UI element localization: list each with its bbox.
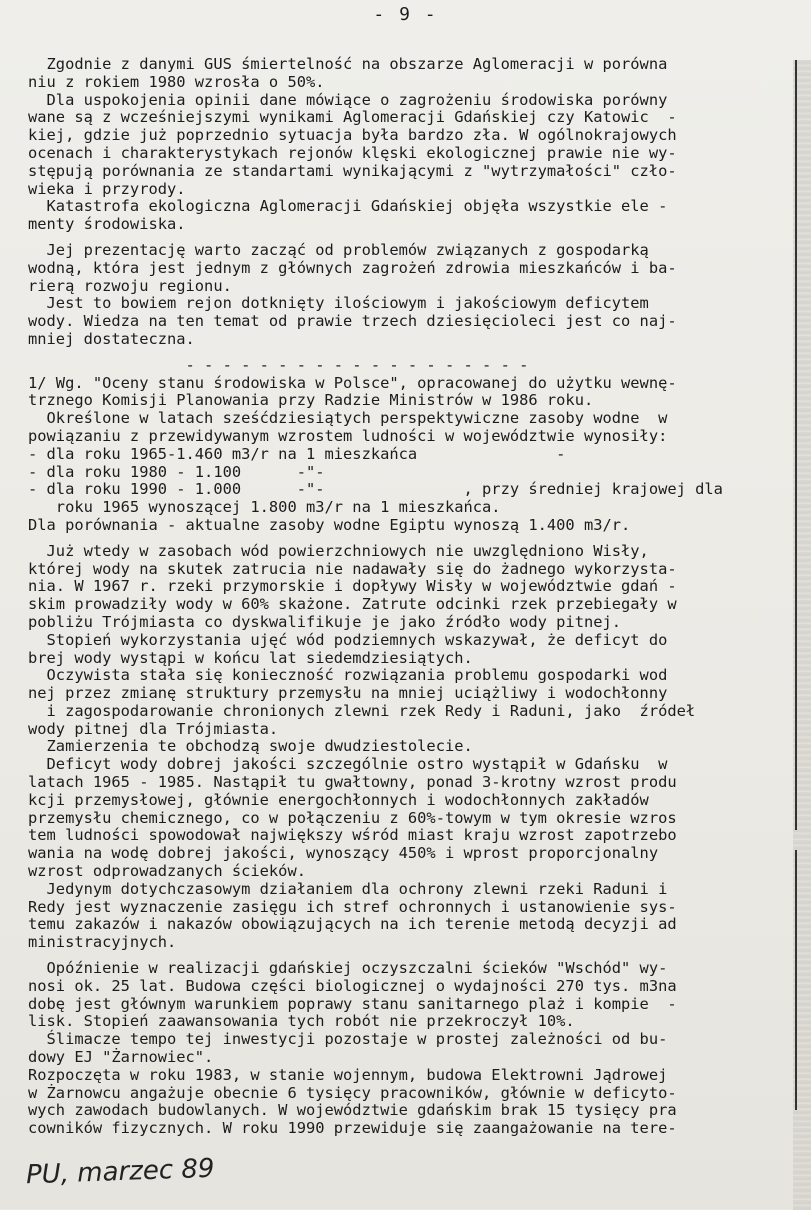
text-line: i zagospodarowanie chronionych zlewni rzek Redy i Raduni, jako źródeł	[28, 701, 696, 720]
text-line: Jedynym dotychczasowym działaniem dla ochrony zlewni rzeki Raduni i	[28, 879, 668, 898]
text-line: brej wody wystąpi w końcu lat siedemdziesiątych.	[28, 648, 473, 667]
text-line: Określone w latach sześćdziesiątych perspektywiczne zasoby wodne w	[28, 409, 668, 428]
text-line: powiązaniu z przewidywanym wzrostem ludności w województwie wynosiły:	[28, 426, 668, 445]
text-line: wych zawodach budowlanych. W województwie gdańskim brak 15 tysięcy pra	[28, 1101, 677, 1120]
text-line: nia. W 1967 r. rzeki przymorskie i dopływy Wisły w województwie gdań -	[28, 577, 677, 596]
text-line: Jest to bowiem rejon dotknięty ilościowym i jakościowym deficytem	[28, 294, 649, 313]
text-line: - - - - - - - - - - - - - - - - - - -	[28, 355, 529, 374]
text-line: nej przez zmianę struktury przemysłu na mniej uciążliwy i wodochłonny	[28, 684, 668, 703]
text-line: tem ludności spowodował największy wśród miast kraju wzrost zapotrzebo	[28, 826, 677, 845]
text-line: stępują porównania ze standartami wynikającymi z "wytrzymałości" czło-	[28, 161, 677, 180]
text-line: Oczywista stała się konieczność rozwiązania problemu gospodarki wod	[28, 666, 668, 685]
margin-rule-lower	[795, 850, 797, 1110]
text-line: menty środowiska.	[28, 215, 186, 234]
text-line: dowy EJ "Żarnowiec".	[28, 1048, 214, 1067]
text-line: cowników fizycznych. W roku 1990 przewiduje się zaangażowanie na tere-	[28, 1119, 677, 1138]
text-line: wody pitnej dla Trójmiasta.	[28, 719, 279, 738]
text-line: pobliżu Trójmiasta co dyskwalifikuje je jako źródło wody pitnej.	[28, 612, 622, 631]
text-line: - dla roku 1965-1.460 m3/r na 1 mieszkańca -	[28, 444, 566, 463]
page-number: - 9 -	[373, 4, 438, 25]
text-line: Jej prezentację warto zacząć od problemów związanych z gospodarką	[28, 240, 649, 259]
handwritten-note: PU, marzec 89	[25, 1153, 215, 1191]
text-line: wane są z wcześniejszymi wynikami Aglomeracji Gdańskiej czy Katowic -	[28, 108, 677, 127]
text-line: Rozpoczęta w roku 1983, w stanie wojennym, budowa Elektrowni Jądrowej	[28, 1065, 668, 1084]
text-line: wania na wodę dobrej jakości, wynoszący 450% i wprost proporcjonalny	[28, 844, 659, 863]
text-line: niu z rokiem 1980 wzrosła o 50%.	[28, 72, 325, 91]
text-line: Dla porównania - aktualne zasoby wodne Egiptu wynoszą 1.400 m3/r.	[28, 515, 631, 534]
margin-rule	[795, 60, 797, 830]
text-line: Zgodnie z danymi GUS śmiertelność na obszarze Aglomeracji w porówna	[28, 55, 668, 73]
text-line: kcji przemysłowej, głównie energochłonnych i wodochłonnych zakładów	[28, 790, 649, 809]
text-line: trznego Komisji Planowania przy Radzie Ministrów w 1986 roku.	[28, 391, 594, 410]
text-line: w Żarnowcu angażuje obecnie 6 tysięcy pracowników, głównie w deficyto-	[28, 1083, 677, 1102]
text-line: Katastrofa ekologiczna Aglomeracji Gdańskiej objęła wszystkie ele -	[28, 197, 668, 216]
text-line: temu zakazów i nakazów obowiązujących na ich terenie metodą decyzji ad	[28, 915, 677, 934]
text-line: mniej dostateczna.	[28, 329, 195, 348]
text-line: 1/ Wg. "Oceny stanu środowiska w Polsce", opracowanej do użytku wewnę-	[28, 373, 677, 392]
text-line: Opóźnienie w realizacji gdańskiej oczyszczalni ścieków "Wschód" wy-	[28, 959, 668, 978]
text-line: lisk. Stopień zaawansowania tych robót nie przekroczył 10%.	[28, 1012, 575, 1031]
typed-body-text	[28, 56, 788, 1138]
text-line: nosi ok. 25 lat. Budowa części biologicznej o wydajności 270 tys. m3na	[28, 976, 677, 995]
text-line: kiej, gdzie już poprzednio sytuacja była bardzo zła. W ogólnokrajowych	[28, 126, 677, 145]
text-line: Stopień wykorzystania ujęć wód podziemnych wskazywał, że deficyt do	[28, 630, 668, 649]
text-line: przemysłu chemicznego, co w połączeniu z 60%-towym w tym okresie wzros	[28, 808, 677, 827]
text-line: skim prowadziły wody w 60% skażone. Zatrute odcinki rzek przebiegały w	[28, 595, 677, 614]
text-line: latach 1965 - 1985. Nastąpił tu gwałtowny, ponad 3-krotny wzrost produ	[28, 773, 677, 792]
text-line: Deficyt wody dobrej jakości szczególnie ostro wystąpił w Gdańsku w	[28, 755, 668, 774]
text-line: roku 1965 wynoszącej 1.800 m3/r na 1 mieszkańca.	[28, 498, 501, 517]
text-line: ocenach i charakterystykach rejonów klęski ekologicznej prawie nie wy-	[28, 143, 677, 162]
text-line: wieka i przyrody.	[28, 179, 186, 198]
text-line: dobę jest głównym warunkiem poprawy stanu sanitarnego plaż i kompie -	[28, 994, 677, 1013]
text-line: wzrost odprowadzanych ścieków.	[28, 862, 306, 881]
text-line: Dla uspokojenia opinii dane mówiące o zagrożeniu środowiska porówny	[28, 90, 668, 109]
text-line: wody. Wiedza na ten temat od prawie trzech dziesięcioleci jest co naj-	[28, 312, 677, 331]
text-line: rierą rozwoju regionu.	[28, 276, 232, 295]
text-line: - dla roku 1980 - 1.100 -"-	[28, 462, 325, 481]
text-line: ministracyjnych.	[28, 933, 177, 952]
text-line: Redy jest wyznaczenie zasięgu ich stref ochronnych i ustanowienie sys-	[28, 897, 677, 916]
text-line: której wody na skutek zatrucia nie nadawały się do żadnego wykorzysta-	[28, 559, 677, 578]
text-line: Zamierzenia te obchodzą swoje dwudziestolecie.	[28, 737, 473, 756]
text-line: Już wtedy w zasobach wód powierzchniowych nie uwzględniono Wisły,	[28, 541, 649, 560]
text-line: Ślimacze tempo tej inwestycji pozostaje w prostej zależności od bu-	[28, 1030, 668, 1049]
text-line: - dla roku 1990 - 1.000 -"- , przy średniej krajowej dla	[28, 480, 723, 499]
text-line: wodną, która jest jednym z głównych zagrożeń zdrowia mieszkańców i ba-	[28, 258, 677, 277]
